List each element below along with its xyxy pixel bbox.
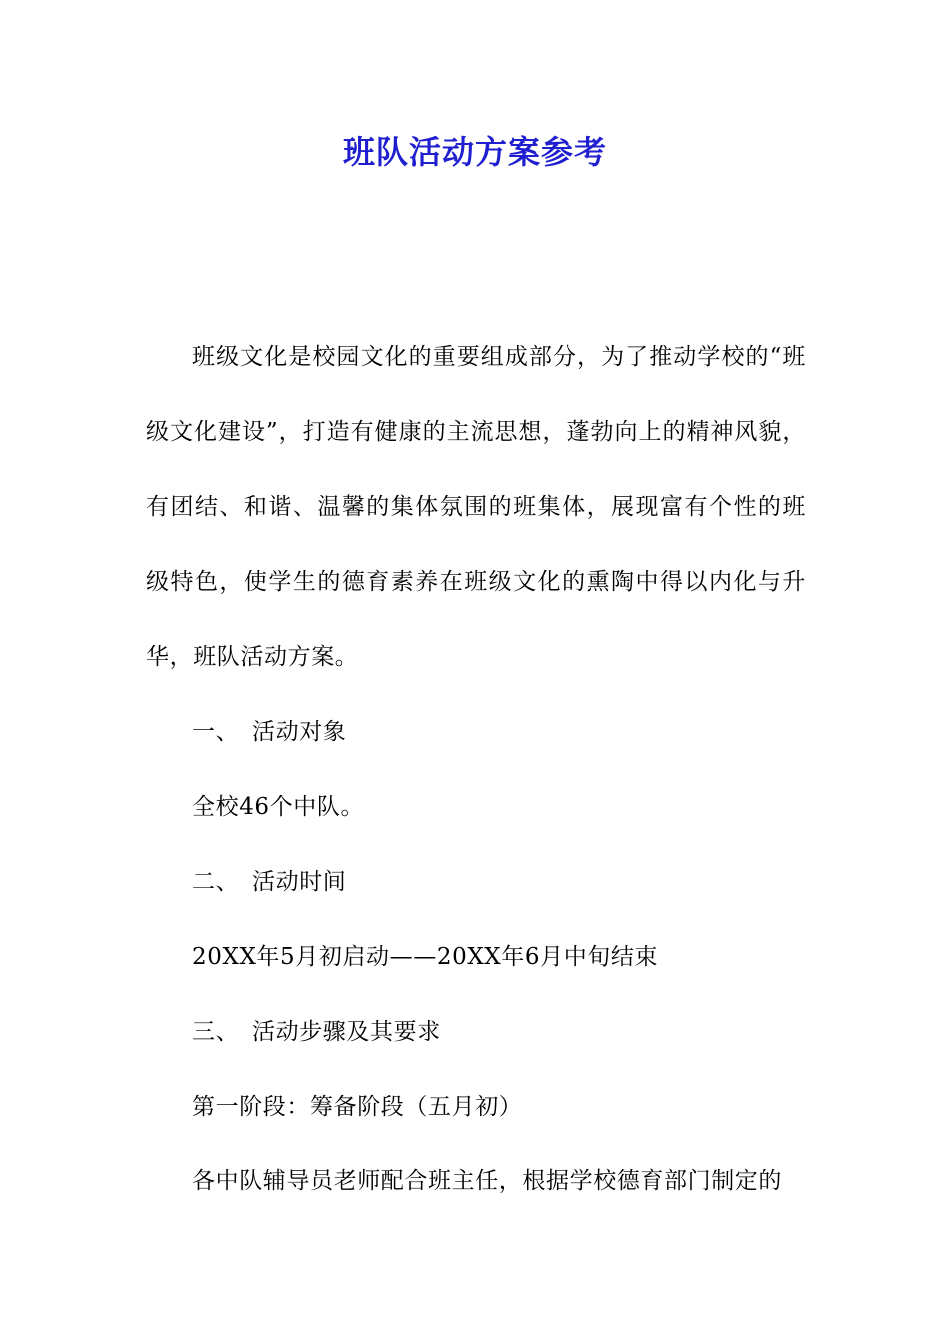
section-heading-1 xyxy=(192,712,346,752)
document-title: 班队活动方案参考 xyxy=(342,133,607,171)
stage-title-1: 第一阶段：筹备阶段（五月初） xyxy=(192,1094,523,1120)
section-number-3: 三、 xyxy=(192,1019,240,1045)
section-title-3: 活动步骤及其要求 xyxy=(252,1019,441,1045)
section-number-1: 一、 xyxy=(192,719,240,745)
section-title-2: 活动时间 xyxy=(252,869,347,895)
stage-body-1: 各中队辅导员老师配合班主任，根据学校德育部门制定的 xyxy=(192,1168,782,1194)
section-title-1: 活动对象 xyxy=(252,719,347,745)
section-body-1: 全校46个中队。 xyxy=(192,794,365,820)
section-heading-2 xyxy=(192,862,346,902)
intro-paragraph: 班级文化是校园文化的重要组成部分，为了推动学校的“班级文化建设”，打造有健康的主流思想，蓬勃向上的精神风貌，有团结、和谐、温馨的集体氛围的班集体，展现富有个性的班级特色，使学生的德育素养在班级文化的熏陶中得以内化与升华，班队活动方案。 xyxy=(146,344,806,670)
section-heading-3 xyxy=(192,1012,441,1052)
section-number-2: 二、 xyxy=(192,869,240,895)
section-body-2: 20XX年5月初启动——20XX年6月中旬结束 xyxy=(192,944,659,970)
